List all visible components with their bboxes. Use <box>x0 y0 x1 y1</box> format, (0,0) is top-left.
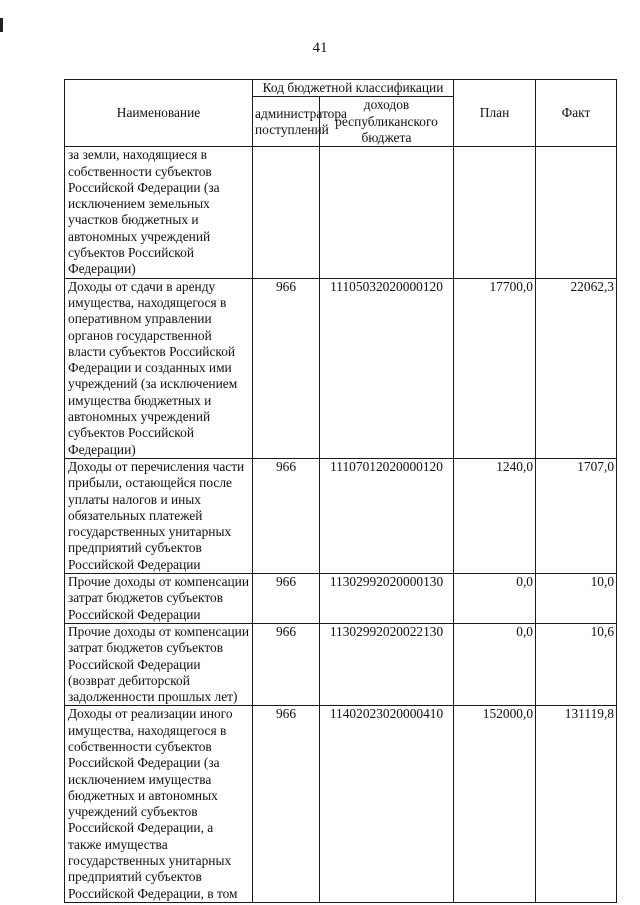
row-admin-code: 966 <box>253 278 320 458</box>
row-plan: 0,0 <box>454 574 536 624</box>
row-fact: 22062,3 <box>536 278 617 458</box>
row-fact: 131119,8 <box>536 706 617 903</box>
header-fact: Факт <box>536 80 617 147</box>
row-admin-code: 966 <box>253 706 320 903</box>
header-classification-code: Код бюджетной классификации <box>253 80 454 97</box>
row-plan: 0,0 <box>454 623 536 705</box>
table-row <box>65 458 617 573</box>
row-income-code: 11302992020000130 <box>320 574 454 624</box>
row-fact: 10,0 <box>536 574 617 624</box>
table-row <box>65 278 617 458</box>
row-fact: 10,6 <box>536 623 617 705</box>
row-fact <box>536 147 617 278</box>
row-fact: 1707,0 <box>536 458 617 573</box>
header-name: Наименование <box>65 80 253 147</box>
row-name: за земли, находящиеся в собственности субъектов Российской Федерации (за исключением земельных участков бюджетных и автономных учреждений субъектов Российской Федерации) <box>65 147 253 278</box>
row-plan: 1240,0 <box>454 458 536 573</box>
table-row <box>65 623 617 705</box>
row-income-code: 11302992020022130 <box>320 623 454 705</box>
row-income-code <box>320 147 454 278</box>
row-plan: 17700,0 <box>454 278 536 458</box>
row-name: Доходы от перечисления части прибыли, остающейся после уплаты налогов и иных обязательных платежей государственных унитарных предприятий субъектов Российской Федерации <box>65 458 253 573</box>
row-income-code: 11107012020000120 <box>320 458 454 573</box>
page-number: 41 <box>312 40 328 56</box>
row-plan <box>454 147 536 278</box>
row-admin-code: 966 <box>253 458 320 573</box>
budget-revenue-table <box>64 79 617 903</box>
row-name: Прочие доходы от компенсации затрат бюджетов субъектов Российской Федерации (возврат дебиторской задолженности прошлых лет) <box>65 623 253 705</box>
row-name: Доходы от реализации иного имущества, находящегося в собственности субъектов Российской Федерации (за исключением имущества бюджетных и автономных учреждений субъектов Российской Федерации, а также имущества государственных унитарных предприятий субъектов Российской Федерации, в том <box>65 706 253 903</box>
table-row <box>65 706 617 903</box>
row-admin-code <box>253 147 320 278</box>
row-admin-code: 966 <box>253 623 320 705</box>
row-income-code: 11402023020000410 <box>320 706 454 903</box>
row-income-code: 11105032020000120 <box>320 278 454 458</box>
row-name: Прочие доходы от компенсации затрат бюджетов субъектов Российской Федерации <box>65 574 253 624</box>
header-plan: План <box>454 80 536 147</box>
row-name: Доходы от сдачи в аренду имущества, находящегося в оперативном управлении органов государственной власти субъектов Российской Федерации и созданных ими учреждений (за исключением имущества бюджетных и автономных учреждений субъектов Российской Федерации) <box>65 278 253 458</box>
table-row <box>65 147 617 278</box>
row-plan: 152000,0 <box>454 706 536 903</box>
header-income-code: доходов республиканского бюджета <box>320 97 454 147</box>
header-admin-code: администратора поступлений <box>253 97 320 147</box>
scan-edge-mark <box>0 18 3 32</box>
table-row <box>65 574 617 624</box>
row-admin-code: 966 <box>253 574 320 624</box>
